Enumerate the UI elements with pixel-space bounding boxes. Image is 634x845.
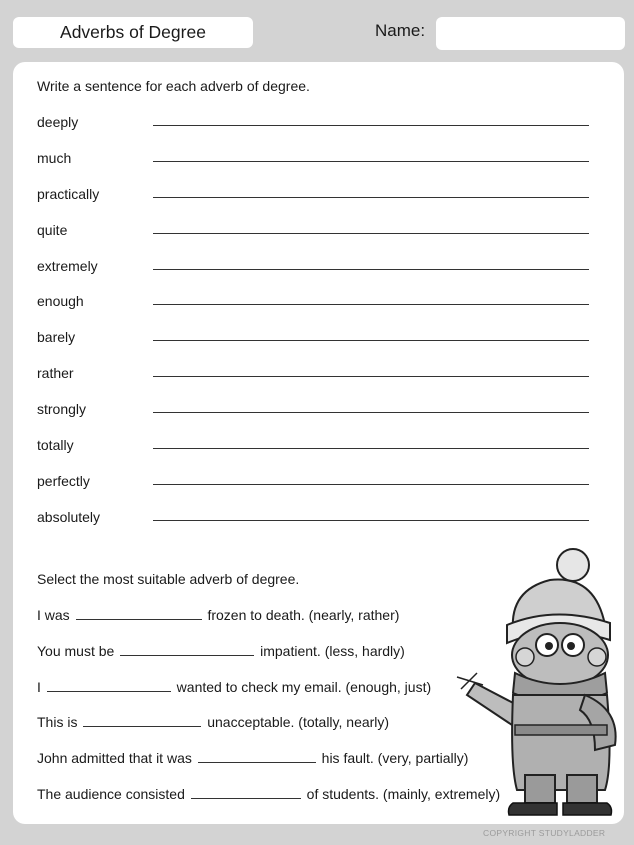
adverb-row: [37, 400, 589, 420]
sentence-end: frozen to death. (nearly, rather): [207, 607, 400, 623]
adverb-row: [37, 292, 589, 312]
sentence-start: I: [37, 679, 41, 695]
adverb-word: strongly: [37, 401, 87, 417]
adverb-row: [37, 257, 589, 277]
sentence-end: of students. (mainly, extremely): [306, 786, 501, 802]
fill-in-sentence: [37, 606, 399, 624]
adverb-row: [37, 508, 589, 528]
answer-blank[interactable]: [120, 642, 254, 656]
adverb-row: [37, 185, 589, 205]
name-input[interactable]: [436, 17, 625, 50]
fill-in-sentence: [37, 749, 468, 767]
answer-line[interactable]: [153, 376, 589, 377]
answer-line[interactable]: [153, 484, 589, 485]
sentence-end: wanted to check my email. (enough, just): [176, 679, 432, 695]
answer-line[interactable]: [153, 304, 589, 305]
fill-in-sentence: [37, 713, 389, 731]
fill-in-sentence: [37, 642, 405, 660]
adverb-word: barely: [37, 329, 76, 345]
section2-instruction: Select the most suitable adverb of degree.: [37, 571, 300, 587]
adverb-word: practically: [37, 186, 100, 202]
sentence-start: This is: [37, 714, 78, 730]
worksheet-title-text: Adverbs of Degree: [60, 22, 206, 42]
adverb-word: enough: [37, 293, 84, 309]
answer-line[interactable]: [153, 412, 589, 413]
adverb-word: extremely: [37, 258, 98, 274]
answer-blank[interactable]: [191, 785, 301, 799]
adverb-row: [37, 113, 589, 133]
adverb-word: quite: [37, 222, 68, 238]
adverb-row: [37, 436, 589, 456]
answer-blank[interactable]: [47, 678, 171, 692]
name-label: Name:: [375, 21, 426, 40]
sentence-start: The audience consisted: [37, 786, 185, 802]
adverb-word: absolutely: [37, 509, 101, 525]
answer-blank[interactable]: [76, 606, 202, 620]
worksheet-title: [13, 17, 253, 48]
sentence-end: impatient. (less, hardly): [260, 643, 405, 659]
fill-in-sentence: [37, 785, 500, 803]
sentence-end: unacceptable. (totally, nearly): [207, 714, 390, 730]
sentence-start: John admitted that it was: [37, 750, 192, 766]
answer-blank[interactable]: [198, 749, 316, 763]
copyright-notice: COPYRIGHT STUDYLADDER: [483, 828, 606, 838]
adverb-word: much: [37, 150, 72, 166]
answer-blank[interactable]: [83, 713, 201, 727]
adverb-word: rather: [37, 365, 74, 381]
adverb-row: [37, 149, 589, 169]
adverb-row: [37, 364, 589, 384]
answer-line[interactable]: [153, 269, 589, 270]
answer-line[interactable]: [153, 340, 589, 341]
answer-line[interactable]: [153, 448, 589, 449]
answer-line[interactable]: [153, 161, 589, 162]
cold-boy-in-winter-hat-icon: [455, 545, 625, 820]
adverb-row: [37, 328, 589, 348]
answer-line[interactable]: [153, 197, 589, 198]
adverb-word: deeply: [37, 114, 79, 130]
answer-line[interactable]: [153, 125, 589, 126]
sentence-start: You must be: [37, 643, 115, 659]
adverb-word: totally: [37, 437, 74, 453]
sentence-end: his fault. (very, partially): [321, 750, 469, 766]
answer-line[interactable]: [153, 233, 589, 234]
fill-in-sentence: [37, 678, 431, 696]
adverb-row: [37, 472, 589, 492]
sentence-start: I was: [37, 607, 70, 623]
adverb-word: perfectly: [37, 473, 90, 489]
section1-instruction: Write a sentence for each adverb of degree.: [37, 78, 310, 94]
answer-line[interactable]: [153, 520, 589, 521]
adverb-row: [37, 221, 589, 241]
